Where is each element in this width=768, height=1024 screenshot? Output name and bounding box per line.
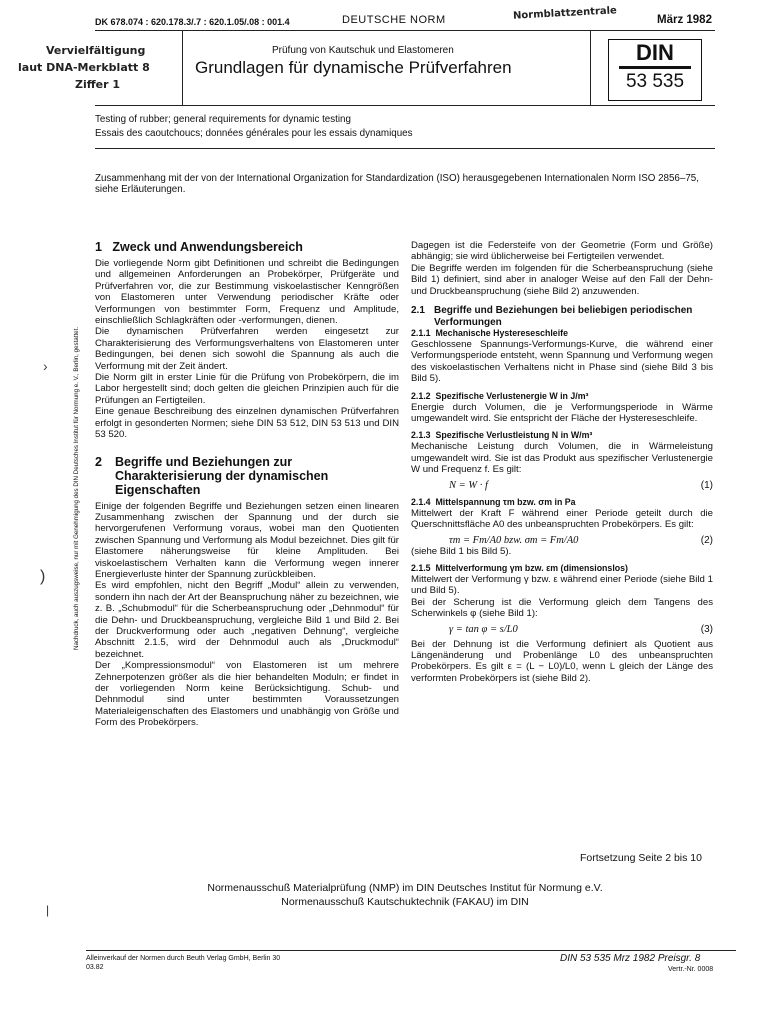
body-paragraph: Die Begriffe werden im folgenden für die Scherbeanspruchung (siehe Bild 1) definiert, sind aber in analoger Weise auf den Fall der Dehn- und Druckbeanspruchung (siehe Bild 2) anzuwenden. <box>411 262 713 297</box>
section-1-paragraph: Die dynamischen Prüfverfahren werden eingesetzt zur Charakterisierung des Verformungsverhaltens von Elastomeren unter Bedingungen, bei denen sich sowohl die Spannung als auch die Verformung mit der Zeit ändert. <box>95 326 399 372</box>
equation-2: τm = Fm/A0 bzw. σm = Fm/A0 <box>449 534 579 546</box>
margin-mark: | <box>46 903 50 917</box>
din-number: 53 535 <box>625 71 685 92</box>
section-2-paragraph: Der „Kompressionsmodul“ von Elastomeren ist um mehrere Zehnerpotenzen größer als die hier behandelten Moduln; er findet in der vorliegenden Norm keine Berücksichtigung. Schub- und Dehnmodul sind unter bestimmten Voraussetzungen Materialeigenschaften des Elastomers und unabhängig von Größe und Form des Probekörpers. <box>95 660 399 729</box>
subsection-2-1-5-text: Bei der Dehnung ist die Verformung definiert als Quotient aus Längenänderung und Probenlänge L0 des unbeanspruchten Probekörpers. Es gilt ε = (L − L0)/L0, wenn L gleich der Länge des verformten Probekörpers ist (siehe Bild 2). <box>411 638 713 684</box>
equation-3-number: (3) <box>700 623 713 635</box>
header-top-rule <box>95 30 715 31</box>
subsection-2-1-3-text: Mechanische Leistung durch Volumen, die in Wärmeleistung umgewandelt wird. Sie ist das Produkt aus spezifischer Verlustenergie W und Frequenz f. Es gilt: <box>411 441 713 476</box>
equation-3: γ = tan φ = s/L0 <box>449 623 518 635</box>
subsection-2-1-4-heading: 2.1.4 Mittelspannung τm bzw. σm in Pa <box>411 496 576 507</box>
equation-1: N = W · f <box>449 479 488 491</box>
subsection-2-1-5-text: Bei der Scherung ist die Verformung gleich dem Tangens des Scherwinkels φ (siehe Bild 1): <box>411 596 713 620</box>
section-2-paragraph: Es wird empfohlen, nicht den Begriff „Modul“ allein zu verwenden, sondern ihn nach der Art der Beanspruchung näher zu bezeichnen, wie z. B. „Schubmodul“ für die Scherbeanspruchung oder „Dehnmodul“ für die Dehn- und Druckbeanspruchung, vergleiche Bild 1 und Bild 2. Bei der Druckverformung oder auch „negativen Dehnung“, vergleiche Abschnitt 2.1.5, wird der Dehnmodul auch als „Druckmodul“ bezeichnet. <box>95 580 399 660</box>
subsection-2-1-4-text: Mittelwert der Kraft F während einer Periode geteilt durch die Querschnittsfläche A0 des unbeanspruchten Probekörpers. Es gilt: <box>411 507 713 531</box>
section-1-paragraph: Die Norm gilt in erster Linie für die Prüfung von Probekörpern, die im Labor hergestellt sind; doch gelten die gleichen Prinzipien auch für die Prüfungen an Fertigteilen. <box>95 372 399 406</box>
section-2-paragraph: Einige der folgenden Begriffe und Beziehungen setzen einen linearen Zusammenhang zwischen der Spannung und der durch sie hervorgerufenen Verformung voraus, wobei man den Quotienten zwischen Spannung und Verformung als Modul bezeichnet. Dies gilt für Elastomere näherungsweise für kleine Amplituden. Bei viskoelastischem Verhalten kann die Verformung wegen innerer Energieverluste hinter der Spannung zurückbleiben. <box>95 500 399 580</box>
committee-line-2: Normenausschuß Kautschuktechnik (FAKAU) im DIN <box>281 896 529 908</box>
subsection-2-1-1-heading: 2.1.1 Mechanische Hystereseschleife <box>411 328 568 339</box>
left-column <box>95 240 399 729</box>
copy-stamp-line-2: laut DNA-Merkblatt 8 <box>18 61 150 74</box>
footer-edition: 03.82 <box>86 964 104 971</box>
right-column <box>411 240 713 684</box>
normblattzentrale-stamp: Normblattzentrale <box>512 5 618 22</box>
classification-code: DK 678.074 : 620.178.3/.7 : 620.1.05/.08 : 001.4 <box>95 17 290 27</box>
copy-stamp-line-3: Ziffer 1 <box>75 78 121 91</box>
body-paragraph: Dagegen ist die Federsteife von der Geometrie (Form und Größe) abhängig; sie wird üblicherweise bei Fertigteilen verwendet. <box>411 240 713 263</box>
header-bottom-rule <box>95 105 715 106</box>
continuation-note: Fortsetzung Seite 2 bis 10 <box>580 852 702 864</box>
english-title: Testing of rubber; general requirements for dynamic testing <box>95 114 351 125</box>
din-label: DIN <box>619 40 691 69</box>
section-2-number: 2 <box>95 454 102 469</box>
deutsche-norm-label: DEUTSCHE NORM <box>342 14 446 26</box>
margin-mark: › <box>43 358 48 374</box>
committee-line-1: Normenausschuß Materialprüfung (NMP) im DIN Deutsches Institut für Normung e.V. <box>207 882 603 894</box>
copy-stamp-line-1: Vervielfältigung <box>46 44 146 57</box>
iso-intro: Zusammenhang mit der von der International Organization for Standardization (ISO) herausgegebenen Internationalen Norm ISO 2856–75, siehe Erläuterungen. <box>95 173 699 196</box>
document-subtitle: Prüfung von Kautschuk und Elastomeren <box>272 45 454 56</box>
reprint-notice: Nachdruck, auch auszugsweise, nur mit Genehmigung des DIN Deutsches Institut für Normung e. V., Berlin, gestattet. <box>73 326 80 650</box>
header-divider-right <box>590 31 591 105</box>
section-rule <box>95 148 715 149</box>
section-1-heading: 1 Zweck und Anwendungsbereich <box>95 240 303 254</box>
din-box <box>608 39 702 101</box>
footer-din-reference: DIN 53 535 Mrz 1982 Preisgr. 8 <box>560 953 701 964</box>
french-title: Essais des caoutchoucs; données générales pour les essais dynamiques <box>95 128 413 139</box>
subsection-2-1-5-heading: 2.1.5 Mittelverformung γm bzw. εm (dimensionslos) <box>411 562 628 573</box>
margin-mark: ) <box>40 568 46 585</box>
subsection-2-1-5-text: Mittelwert der Verformung γ bzw. ε während einer Periode (siehe Bild 1 und Bild 5). <box>411 573 713 597</box>
subsection-2-1-number: 2.1 <box>411 305 425 317</box>
section-2-heading: Begriffe und Beziehungen zur Charakterisierung der dynamischen Eigenschaften <box>115 454 329 497</box>
subsection-2-1-2-text: Energie durch Volumen, die je Verformungsperiode in Wärme umgewandelt wird. Sie entspricht der Fläche der Hystereseschleife. <box>411 401 713 425</box>
subsection-2-1-1-text: Geschlossene Spannungs-Verformungs-Kurve, die während einer Verformungsperiode entsteht, wenn Spannung und Verformung wegen des viskoelastischen Verhaltens nicht in Phase sind (siehe Bild 3 bis Bild 5). <box>411 339 713 385</box>
issue-date: März 1982 <box>657 14 712 26</box>
section-1-paragraph: Eine genaue Beschreibung des einzelnen dynamischen Prüfverfahren erfolgt in gesonderten Normen; siehe DIN 53 512, DIN 53 513 und DIN 53 520. <box>95 406 399 441</box>
subsection-2-1-2-heading: 2.1.2 Spezifische Verlustenergie W in J/m³ <box>411 390 589 401</box>
subsection-2-1-4-figure-ref: (siehe Bild 1 bis Bild 5). <box>411 545 512 557</box>
equation-2-number: (2) <box>700 534 713 546</box>
header-divider <box>182 31 183 105</box>
document-title: Grundlagen für dynamische Prüfverfahren <box>195 58 512 77</box>
subsection-2-1-heading: Begriffe und Beziehungen bei beliebigen periodischen Verformungen <box>434 305 693 328</box>
equation-1-number: (1) <box>700 479 713 491</box>
footer-rule <box>86 950 736 951</box>
section-1-paragraph: Die vorliegende Norm gibt Definitionen und schreibt die Bedingungen und allgemeinen Anforderungen an Probekörper, Prüfgeräte und Prüfverfahren vor, die zur Bestimmung viskoelastischer Kenngrößen von Elastomeren unter Verwendung periodischer Kräfte oder Verformungen von bestimmter Form, Frequenz und Amplitude, einschließlich Schlagkräften oder -verformungen, dienen. <box>95 258 399 327</box>
footer-publisher: Alleinverkauf der Normen durch Beuth Verlag GmbH, Berlin 30 <box>86 955 281 962</box>
footer-sales-number: Vertr.-Nr. 0008 <box>668 966 714 973</box>
subsection-2-1-3-heading: 2.1.3 Spezifische Verlustleistung N in W/m³ <box>411 430 593 441</box>
